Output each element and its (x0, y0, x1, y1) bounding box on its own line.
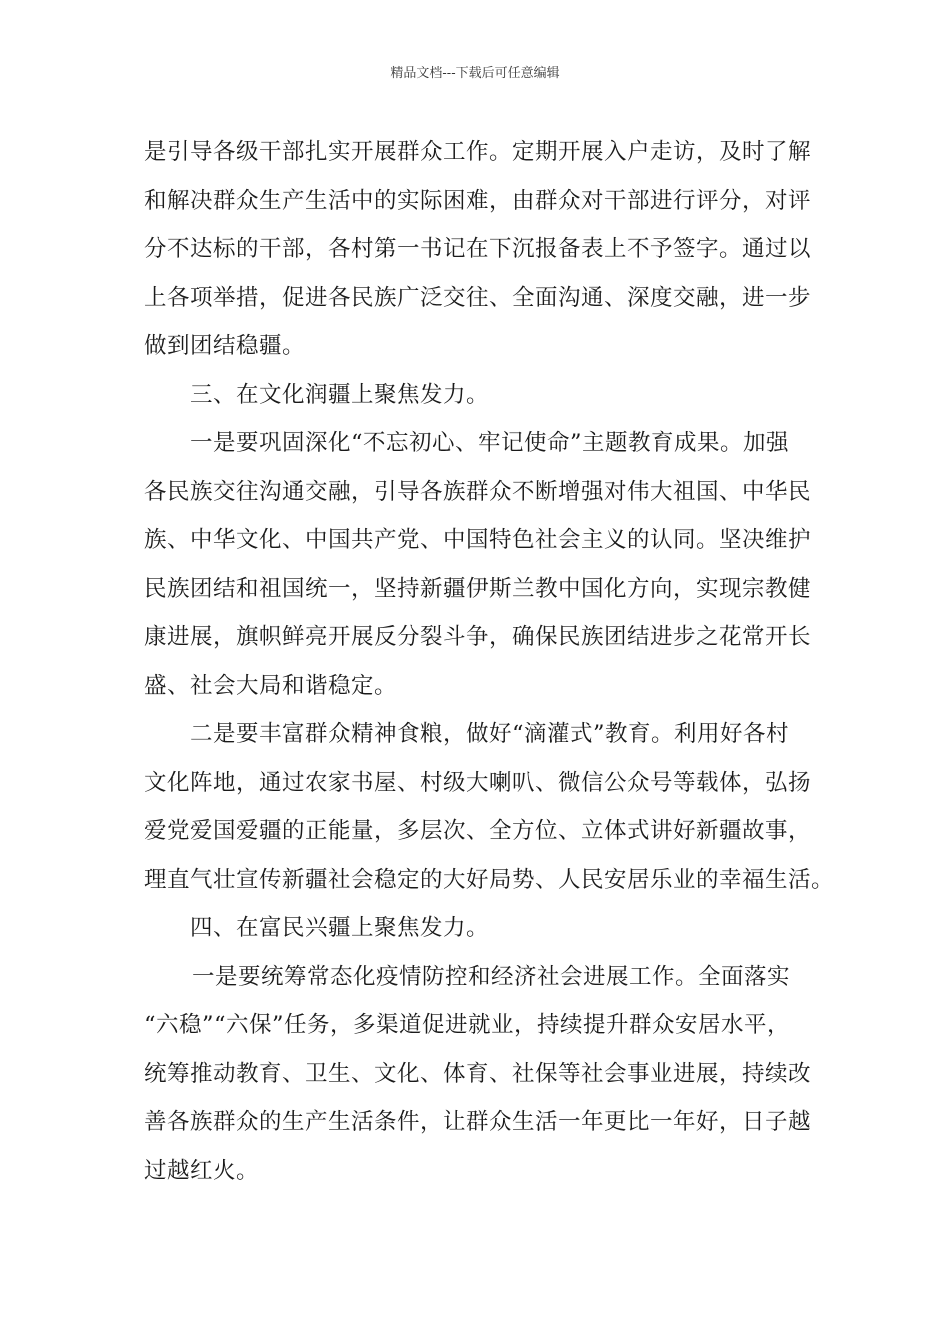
paragraph-line: 各民族交往沟通交融，引导各族群众不断增强对伟大祖国、中华民 (144, 478, 812, 505)
paragraph-line: 文化阵地，通过农家书屋、村级大喇叭、微信公众号等载体，弘扬 (144, 769, 812, 796)
section-heading: 四、在富民兴疆上聚焦发力。 (190, 915, 490, 941)
paragraph-line: 盛、社会大局和谐稳定。 (144, 672, 398, 699)
page-header: 精品文档---下载后可任意编辑 (390, 66, 560, 81)
document-body (144, 128, 835, 1195)
paragraph-line: 和解决群众生产生活中的实际困难，由群众对干部进行评分，对评 (144, 187, 812, 214)
paragraph-line: 是引导各级干部扎实开展群众工作。定期开展入户走访，及时了解 (144, 139, 812, 165)
paragraph-line: 善各族群众的生产生活条件，让群众生活一年更比一年好，日子越 (144, 1109, 812, 1135)
paragraph-line: 统筹推动教育、卫生、文化、体育、社保等社会事业进展，持续改 (144, 1060, 812, 1087)
paragraph-line: 理直气壮宣传新疆社会稳定的大好局势、人民安居乐业的幸福生活。 (144, 866, 835, 893)
paragraph-line: 族、中华文化、中国共产党、中国特色社会主义的认同。坚决维护 (144, 527, 812, 553)
paragraph-line: “六稳”“六保”任务，多渠道促进就业，持续提升群众安居水平， (144, 1012, 791, 1038)
paragraph-line: 上各项举措，促进各民族广泛交往、全面沟通、深度交融，进一步 (144, 284, 812, 311)
paragraph-line: 一是要统筹常态化疫情防控和经济社会进展工作。全面落实 (192, 963, 791, 990)
paragraph-line: 民族团结和祖国统一，坚持新疆伊斯兰教中国化方向，实现宗教健 (144, 575, 812, 602)
paragraph-line: 爱党爱国爱疆的正能量，多层次、全方位、立体式讲好新疆故事， (144, 818, 812, 844)
paragraph-line: 过越红火。 (144, 1157, 260, 1184)
paragraph-line: 做到团结稳疆。 (144, 333, 306, 359)
paragraph-line: 二是要丰富群众精神食粮，做好“滴灌式”教育。利用好各村 (190, 721, 790, 747)
paragraph-line: 康进展，旗帜鲜亮开展反分裂斗争，确保民族团结进步之花常开长 (144, 624, 812, 650)
paragraph-line: 一是要巩固深化“不忘初心、牢记使命”主题教育成果。加强 (190, 430, 790, 456)
section-heading: 三、在文化润疆上聚焦发力。 (190, 381, 490, 408)
paragraph-line: 分不达标的干部，各村第一书记在下沉报备表上不予签字。通过以 (144, 236, 812, 262)
